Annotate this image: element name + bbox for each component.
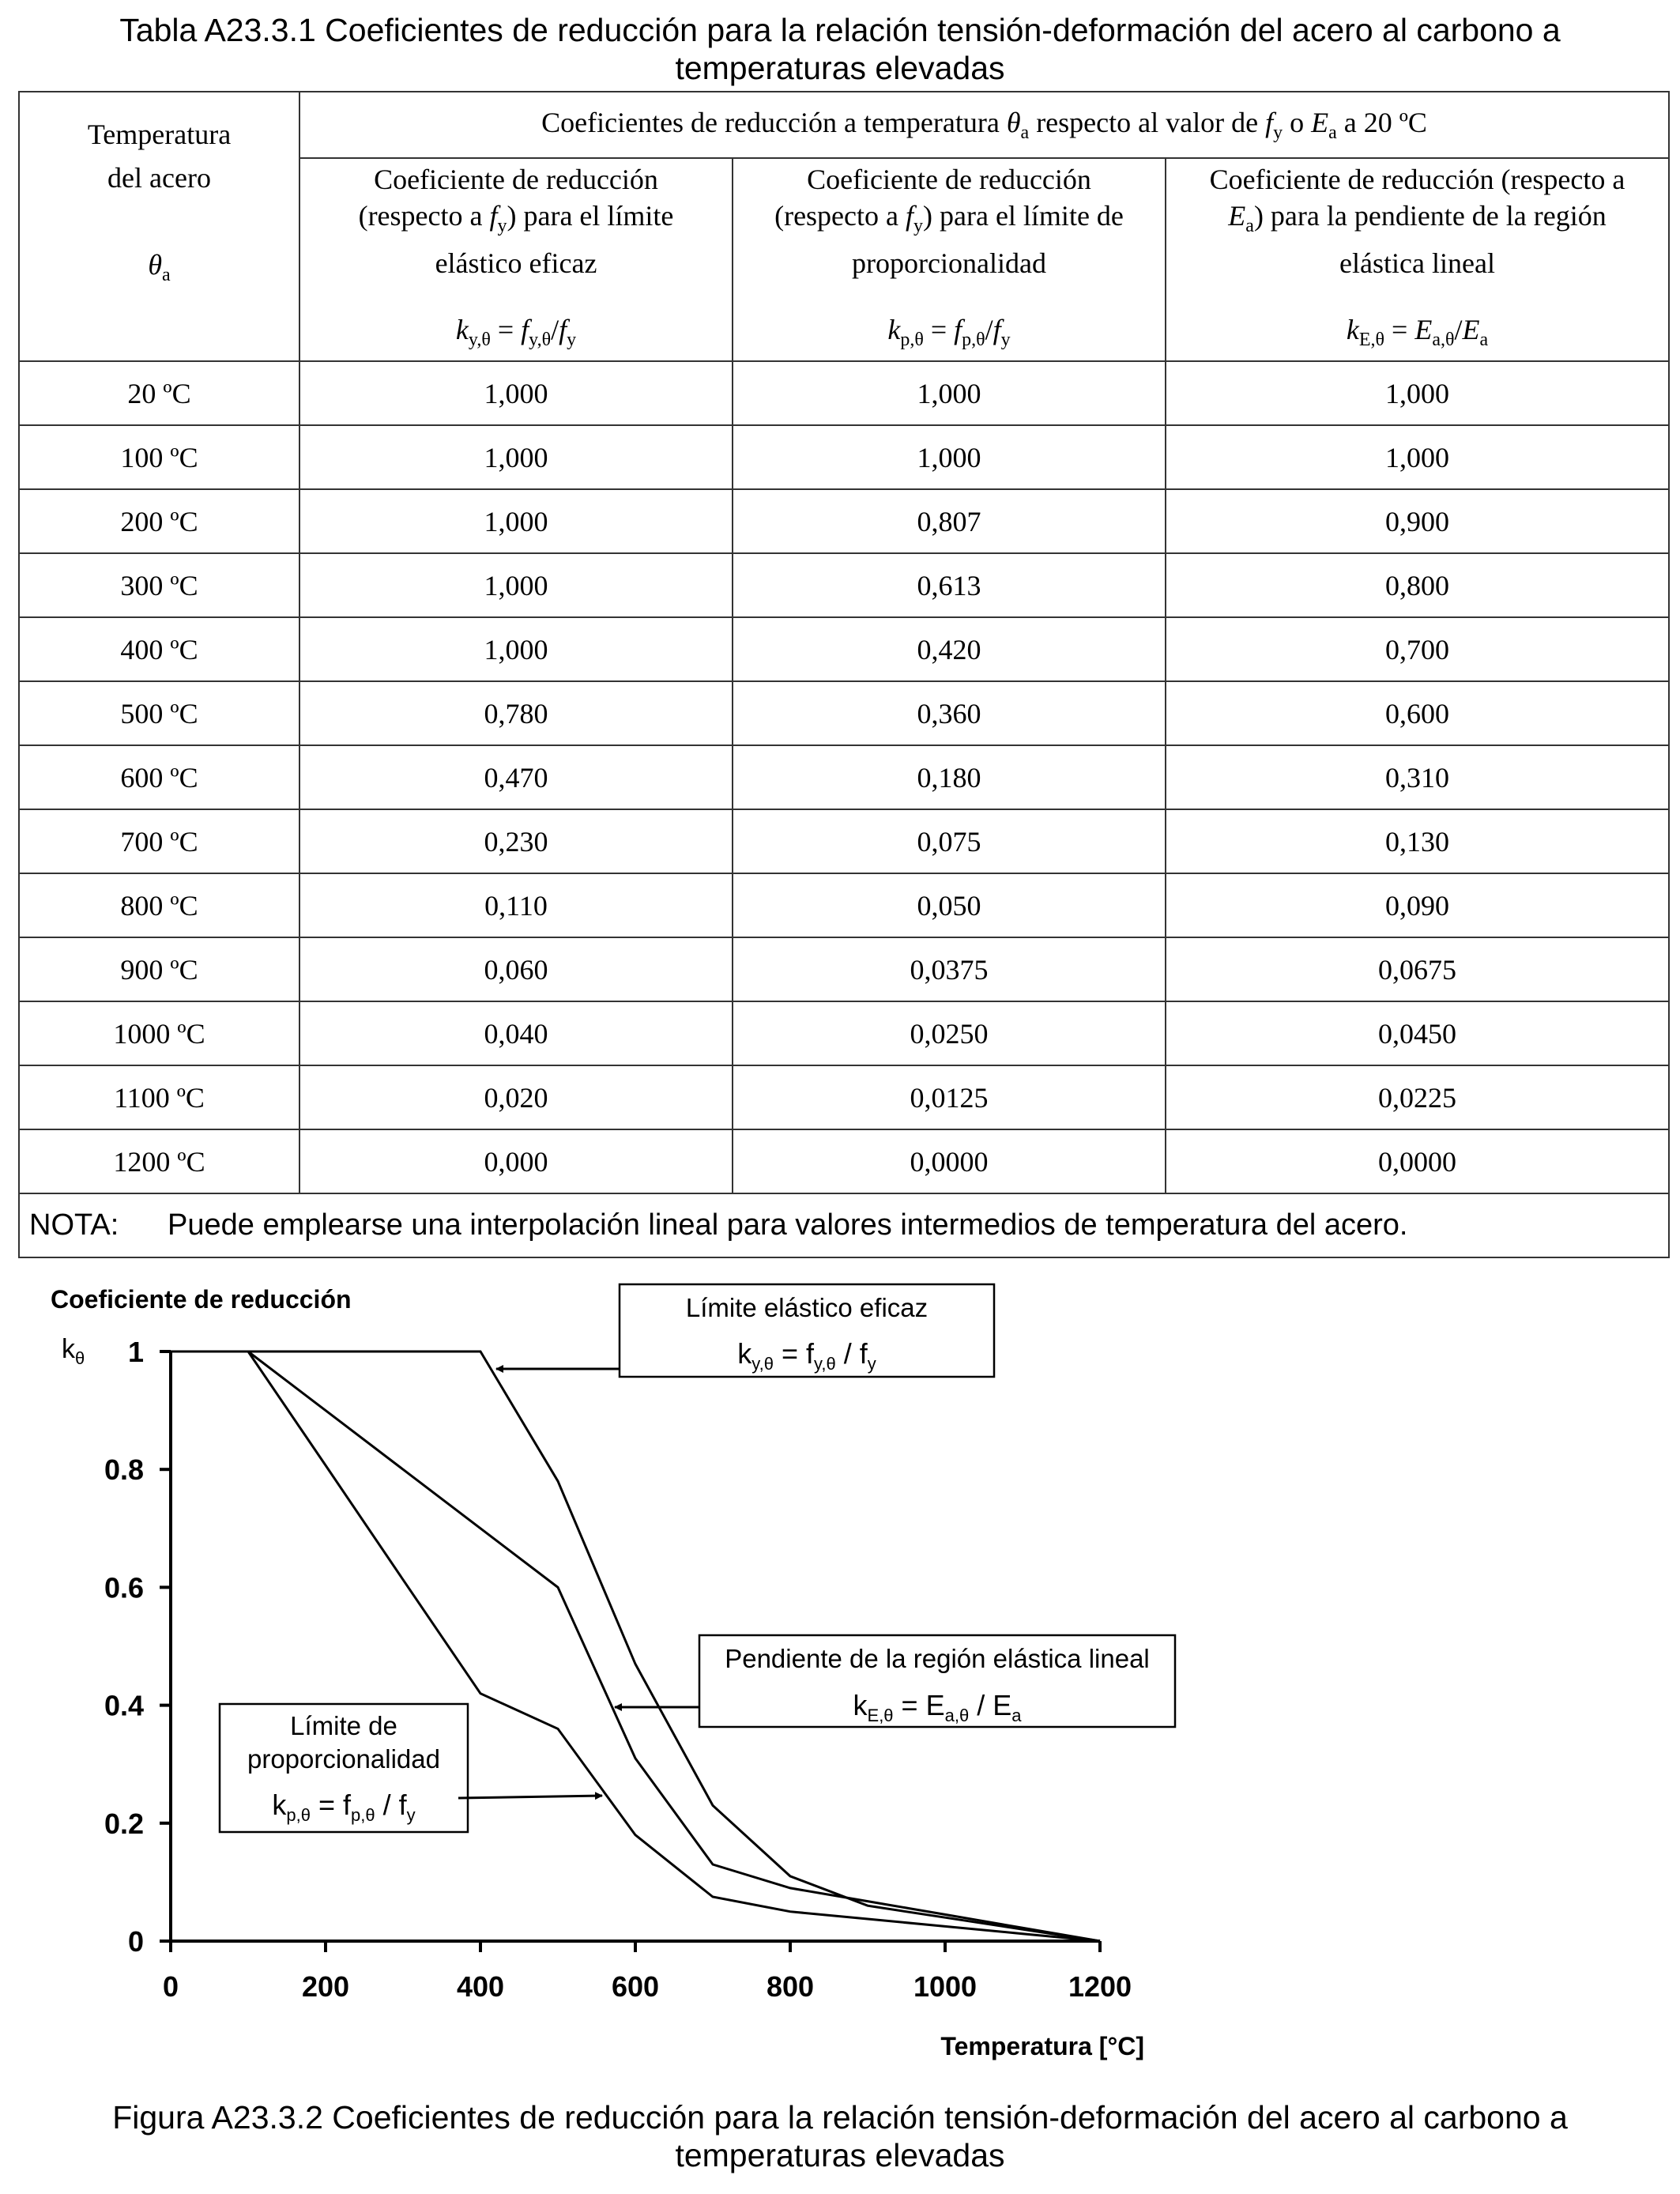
annotation-arrow-kp <box>458 1796 602 1798</box>
x-tick-label: 800 <box>766 1970 815 2003</box>
header-ke: Coeficiente de reducción (respecto a $E_a$) para la pendiente de la región elástica lineal $k_{E,\theta} = E_{a,\theta}/E_a$ <box>1166 158 1669 361</box>
cell-temperature: 1100 ºC <box>19 1065 299 1129</box>
x-tick-label: 400 <box>456 1970 505 2003</box>
x-tick-label: 0 <box>162 1970 179 2003</box>
reduction-coefficients-chart <box>0 1261 1680 2083</box>
table-row <box>19 553 1669 617</box>
formula-kp: $k_{p,\theta} = f_{p,\theta}/f_y$ <box>887 313 1011 350</box>
cell-kp: 0,0000 <box>733 1129 1166 1193</box>
formula-ky: $k_{y,\theta} = f_{y,\theta}/f_y$ <box>455 313 577 350</box>
cell-ke: 0,130 <box>1166 809 1669 873</box>
table-caption: Tabla A23.3.1 Coeficientes de reducción para la relación tensión-deformación del acero al carbono a temperaturas elevadas <box>119 12 1561 86</box>
cell-temperature: 100 ºC <box>19 425 299 489</box>
table-row <box>19 1001 1669 1065</box>
annotation-formula-kp: $k_{p,\theta} = f_{p,\theta} / f_y$ <box>272 1789 416 1825</box>
y-tick-label: 0.8 <box>104 1453 144 1487</box>
cell-ke: 0,800 <box>1166 553 1669 617</box>
y-tick-label: 0 <box>127 1925 144 1958</box>
cell-ky: 1,000 <box>299 553 733 617</box>
cell-temperature: 500 ºC <box>19 681 299 745</box>
table-row <box>19 489 1669 553</box>
cell-temperature: 600 ºC <box>19 745 299 809</box>
cell-temperature: 400 ºC <box>19 617 299 681</box>
cell-kp: 0,075 <box>733 809 1166 873</box>
cell-ky: 0,020 <box>299 1065 733 1129</box>
cell-kp: 0,420 <box>733 617 1166 681</box>
annotation-label-kp-line2: proporcionalidad <box>247 1744 441 1774</box>
table-row <box>19 361 1669 425</box>
cell-temperature: 1200 ºC <box>19 1129 299 1193</box>
cell-kp: 0,050 <box>733 873 1166 937</box>
annotation-formula-ky: $k_{y,\theta} = f_{y,\theta} / f_y$ <box>737 1337 876 1374</box>
cell-ky: 1,000 <box>299 361 733 425</box>
cell-ke: 0,0000 <box>1166 1129 1669 1193</box>
formula-ke: $k_{E,\theta} = E_{a,\theta}/E_a$ <box>1346 313 1489 350</box>
table-row <box>19 617 1669 681</box>
table-row <box>19 681 1669 745</box>
cell-kp: 1,000 <box>733 361 1166 425</box>
table-row <box>19 1065 1669 1129</box>
table-row <box>19 1129 1669 1193</box>
cell-temperature: 800 ºC <box>19 873 299 937</box>
y-tick-label: 0.4 <box>104 1689 144 1722</box>
cell-kp: 0,180 <box>733 745 1166 809</box>
y-axis-symbol: $k_\theta$ <box>62 1334 85 1368</box>
cell-ke: 1,000 <box>1166 361 1669 425</box>
header-theta-symbol: $\theta_a$ <box>148 249 171 286</box>
header-ky: Coeficiente de reducción (respecto a $f_y$) para el límite elástico eficaz $k_{y,\theta} = f_{y,\theta}/f_y$ <box>299 158 733 361</box>
table-row <box>19 745 1669 809</box>
y-tick-label: 0.2 <box>104 1807 144 1840</box>
cell-kp: 1,000 <box>733 425 1166 489</box>
cell-temperature: 700 ºC <box>19 809 299 873</box>
x-tick-label: 200 <box>301 1970 350 2003</box>
cell-kp: 0,0375 <box>733 937 1166 1001</box>
table-row <box>19 873 1669 937</box>
cell-kp: 0,0250 <box>733 1001 1166 1065</box>
x-tick-label: 600 <box>611 1970 660 2003</box>
cell-ke: 0,600 <box>1166 681 1669 745</box>
cell-ky: 0,000 <box>299 1129 733 1193</box>
cell-ke: 0,700 <box>1166 617 1669 681</box>
header-temperature-line2: del acero <box>107 162 211 194</box>
cell-temperature: 200 ºC <box>19 489 299 553</box>
annotation-label-kE: Pendiente de la región elástica lineal <box>725 1644 1150 1673</box>
cell-ky: 1,000 <box>299 489 733 553</box>
y-axis-label: Coeficiente de reducción <box>51 1285 352 1314</box>
cell-ky: 0,110 <box>299 873 733 937</box>
cell-ke: 1,000 <box>1166 425 1669 489</box>
cell-ky: 1,000 <box>299 617 733 681</box>
header-group: Coeficientes de reducción a temperatura $\theta_a$ respecto al valor de $f_y$ o $E_a$ a 20 ºC <box>299 92 1669 158</box>
cell-ky: 1,000 <box>299 425 733 489</box>
cell-ky: 0,230 <box>299 809 733 873</box>
cell-temperature: 20 ºC <box>19 361 299 425</box>
cell-ky: 0,040 <box>299 1001 733 1065</box>
x-tick-label: 1200 <box>1068 1970 1132 2003</box>
cell-temperature: 300 ºC <box>19 553 299 617</box>
figure-caption: Figura A23.3.2 Coeficientes de reducción para la relación tensión-deformación del acero al carbono a temperaturas elevadas <box>112 2099 1568 2173</box>
x-tick-label: 1000 <box>913 1970 977 2003</box>
cell-ke: 0,0450 <box>1166 1001 1669 1065</box>
cell-ke: 0,0225 <box>1166 1065 1669 1129</box>
annotation-formula-kE: $k_{E,\theta} = E_{a,\theta} / E_a$ <box>853 1689 1022 1725</box>
y-tick-label: 1 <box>127 1336 144 1368</box>
cell-ke: 0,310 <box>1166 745 1669 809</box>
cell-ke: 0,900 <box>1166 489 1669 553</box>
y-tick-label: 0.6 <box>104 1571 144 1604</box>
table-row <box>19 809 1669 873</box>
reduction-coefficients-table <box>18 91 1670 1258</box>
cell-ke: 0,0675 <box>1166 937 1669 1001</box>
header-temperature-line1: Temperatura <box>87 119 232 150</box>
table-note: NOTA: Puede emplearse una interpolación lineal para valores intermedios de temperatura del acero. <box>19 1193 1669 1257</box>
cell-temperature: 900 ºC <box>19 937 299 1001</box>
cell-kp: 0,0125 <box>733 1065 1166 1129</box>
cell-ke: 0,090 <box>1166 873 1669 937</box>
cell-ky: 0,060 <box>299 937 733 1001</box>
x-axis-label: Temperatura [°C] <box>940 2032 1144 2060</box>
cell-kp: 0,360 <box>733 681 1166 745</box>
table-row <box>19 937 1669 1001</box>
header-kp: Coeficiente de reducción (respecto a $f_y$) para el límite de proporcionalidad $k_{p,\theta} = f_{p,\theta}/f_y$ <box>733 158 1166 361</box>
header-temperature <box>19 92 299 361</box>
cell-kp: 0,613 <box>733 553 1166 617</box>
table-row <box>19 425 1669 489</box>
cell-kp: 0,807 <box>733 489 1166 553</box>
cell-ky: 0,780 <box>299 681 733 745</box>
cell-temperature: 1000 ºC <box>19 1001 299 1065</box>
annotation-label-ky: Límite elástico eficaz <box>685 1293 929 1322</box>
cell-ky: 0,470 <box>299 745 733 809</box>
annotation-label-kp-line1: Límite de <box>290 1711 397 1740</box>
